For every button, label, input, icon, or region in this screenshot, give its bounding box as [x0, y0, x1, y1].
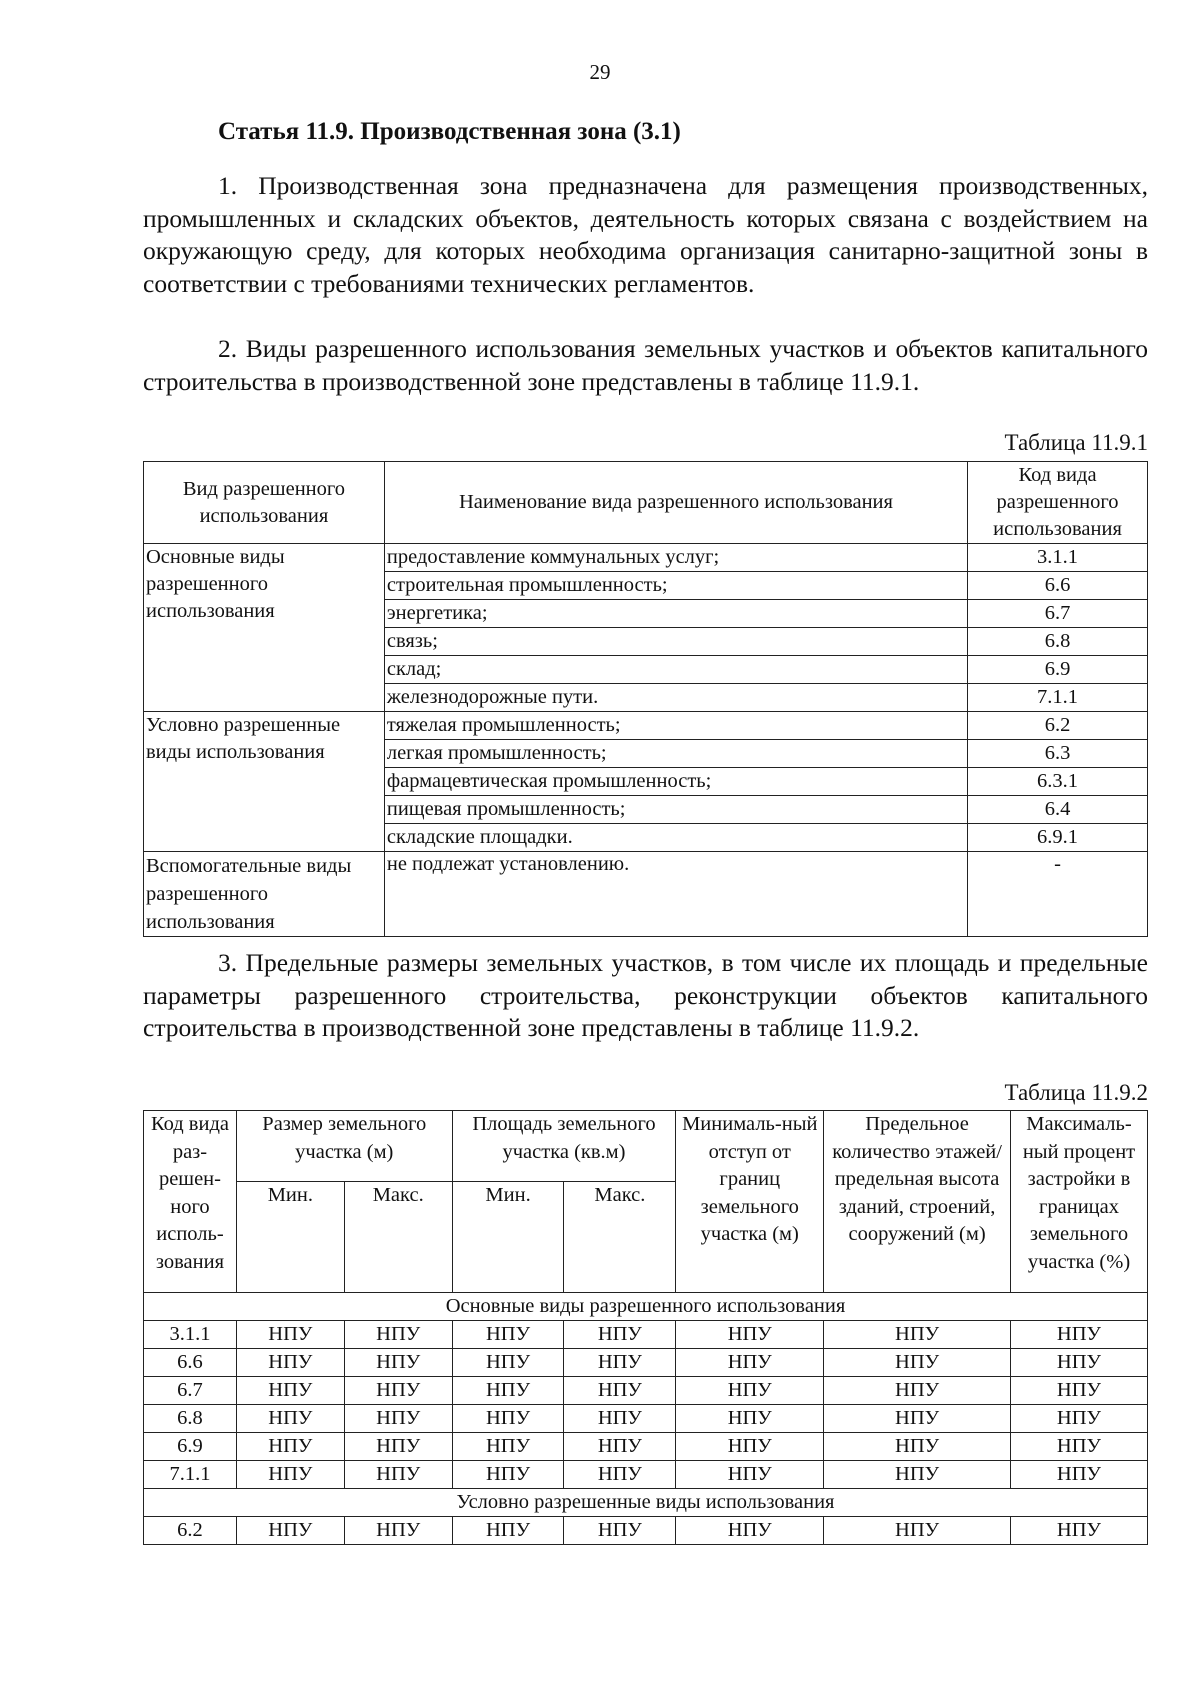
use-type-code: 6.6 — [968, 572, 1148, 600]
size-min-cell: НПУ — [236, 1349, 344, 1377]
area-max-cell: НПУ — [564, 1433, 676, 1461]
use-type-code: 6.2 — [968, 712, 1148, 740]
table2-header-area-max: Макс. — [564, 1182, 676, 1293]
table2-header-area-min: Мин. — [452, 1182, 564, 1293]
percent-cell: НПУ — [1010, 1461, 1147, 1489]
percent-cell: НПУ — [1010, 1405, 1147, 1433]
row-code: 6.8 — [144, 1405, 237, 1433]
area-max-cell: НПУ — [564, 1349, 676, 1377]
use-type-name: железнодорожные пути. — [384, 684, 967, 712]
floors-cell: НПУ — [824, 1349, 1011, 1377]
table-row — [144, 1349, 1148, 1377]
row-code: 3.1.1 — [144, 1321, 237, 1349]
area-min-cell: НПУ — [452, 1377, 564, 1405]
table-row — [144, 1517, 1148, 1545]
table-row — [144, 1321, 1148, 1349]
row-code: 7.1.1 — [144, 1461, 237, 1489]
table2-section-title: Основные виды разрешенного использования — [144, 1293, 1148, 1321]
size-max-cell: НПУ — [344, 1349, 452, 1377]
table2-section-row — [144, 1293, 1148, 1321]
table1-group-label: Основные виды разрешенного использования — [144, 544, 385, 712]
size-max-cell: НПУ — [344, 1517, 452, 1545]
size-max-cell: НПУ — [344, 1377, 452, 1405]
area-min-cell: НПУ — [452, 1405, 564, 1433]
use-type-name: пищевая промышленность; — [384, 796, 967, 824]
land-plot-parameters-table — [143, 1110, 1148, 1545]
size-min-cell: НПУ — [236, 1517, 344, 1545]
article-heading: Статья 11.9. Производственная зона (3.1) — [218, 118, 681, 145]
paragraph-1: 1. Производственная зона предназначена для размещения производственных, промышленных и складских объектов, деятельность которых связана с воздействием на окружающую среду, для которых необходима организация санитарно-защитной зоны в соответствии с требованиями технических регламентов. — [143, 171, 1148, 298]
use-type-code: 6.9 — [968, 656, 1148, 684]
size-max-cell: НПУ — [344, 1405, 452, 1433]
paragraph-2: 2. Виды разрешенного использования земельных участков и объектов капитального строительства в производственной зоне представлены в таблице 11.9.1. — [143, 334, 1148, 396]
table1-group-label: Вспомогательные виды разрешенного использования — [144, 852, 385, 937]
use-type-code: 6.7 — [968, 600, 1148, 628]
table2-section-title: Условно разрешенные виды использования — [144, 1489, 1148, 1517]
row-code: 6.2 — [144, 1517, 237, 1545]
table2-caption: Таблица 11.9.2 — [1004, 1080, 1148, 1105]
table1-header-row — [144, 462, 1148, 544]
row-code: 6.6 — [144, 1349, 237, 1377]
use-type-name: склад; — [384, 656, 967, 684]
use-type-code: 6.3 — [968, 740, 1148, 768]
paragraph-3: 3. Предельные размеры земельных участков, в том числе их площадь и предельные параметры разрешенного строительства, реконструкции объектов капитального строительства в производственной зоне представлены в таблице 11.9.2. — [143, 948, 1148, 1042]
table2-header-code: Код вида раз-решен-ного исполь-зования — [144, 1111, 237, 1293]
area-max-cell: НПУ — [564, 1517, 676, 1545]
row-code: 6.9 — [144, 1433, 237, 1461]
percent-cell: НПУ — [1010, 1377, 1147, 1405]
table-row — [144, 1433, 1148, 1461]
table1-header-kind: Вид разрешенного использования — [144, 462, 385, 544]
use-type-name: тяжелая промышленность; — [384, 712, 967, 740]
area-max-cell: НПУ — [564, 1377, 676, 1405]
percent-cell: НПУ — [1010, 1517, 1147, 1545]
table2-header-setback: Минималь-ный отступ от границ земельного участка (м) — [676, 1111, 824, 1293]
size-min-cell: НПУ — [236, 1377, 344, 1405]
use-type-code: 7.1.1 — [968, 684, 1148, 712]
size-min-cell: НПУ — [236, 1433, 344, 1461]
area-min-cell: НПУ — [452, 1349, 564, 1377]
size-max-cell: НПУ — [344, 1433, 452, 1461]
use-type-name: складские площадки. — [384, 824, 967, 852]
setback-cell: НПУ — [676, 1321, 824, 1349]
table2-header-area: Площадь земельного участка (кв.м) — [452, 1111, 676, 1182]
area-min-cell: НПУ — [452, 1461, 564, 1489]
row-code: 6.7 — [144, 1377, 237, 1405]
table2-header-size: Размер земельного участка (м) — [236, 1111, 452, 1182]
table2-section-row — [144, 1489, 1148, 1517]
floors-cell: НПУ — [824, 1517, 1011, 1545]
size-min-cell: НПУ — [236, 1321, 344, 1349]
size-min-cell: НПУ — [236, 1461, 344, 1489]
area-min-cell: НПУ — [452, 1321, 564, 1349]
floors-cell: НПУ — [824, 1377, 1011, 1405]
table-row — [144, 852, 1148, 937]
area-max-cell: НПУ — [564, 1461, 676, 1489]
table2-header-size-min: Мин. — [236, 1182, 344, 1293]
use-type-code: 6.4 — [968, 796, 1148, 824]
use-type-name: связь; — [384, 628, 967, 656]
table-row — [144, 544, 1148, 572]
setback-cell: НПУ — [676, 1405, 824, 1433]
floors-cell: НПУ — [824, 1461, 1011, 1489]
table-row — [144, 1405, 1148, 1433]
use-type-name: энергетика; — [384, 600, 967, 628]
table-row — [144, 712, 1148, 740]
table1-group-label: Условно разрешенные виды использования — [144, 712, 385, 852]
use-type-code: 3.1.1 — [968, 544, 1148, 572]
area-max-cell: НПУ — [564, 1321, 676, 1349]
table2-header-floors: Предельное количество этажей/ предельная высота зданий, строений, сооружений (м) — [824, 1111, 1011, 1293]
percent-cell: НПУ — [1010, 1321, 1147, 1349]
table-row — [144, 1377, 1148, 1405]
table-row — [144, 1461, 1148, 1489]
size-max-cell: НПУ — [344, 1321, 452, 1349]
percent-cell: НПУ — [1010, 1433, 1147, 1461]
use-type-code: 6.9.1 — [968, 824, 1148, 852]
area-min-cell: НПУ — [452, 1517, 564, 1545]
use-type-name: строительная промышленность; — [384, 572, 967, 600]
size-min-cell: НПУ — [236, 1405, 344, 1433]
floors-cell: НПУ — [824, 1433, 1011, 1461]
use-type-name: предоставление коммунальных услуг; — [384, 544, 967, 572]
table1-header-code: Код вида разрешенного использования — [968, 462, 1148, 544]
table2-header-percent: Максималь-ный процент застройки в границах земельного участка (%) — [1010, 1111, 1147, 1293]
use-type-name: фармацевтическая промышленность; — [384, 768, 967, 796]
size-max-cell: НПУ — [344, 1461, 452, 1489]
floors-cell: НПУ — [824, 1405, 1011, 1433]
area-min-cell: НПУ — [452, 1433, 564, 1461]
page-number: 29 — [589, 60, 611, 84]
setback-cell: НПУ — [676, 1433, 824, 1461]
setback-cell: НПУ — [676, 1377, 824, 1405]
floors-cell: НПУ — [824, 1321, 1011, 1349]
table2-header-size-max: Макс. — [344, 1182, 452, 1293]
setback-cell: НПУ — [676, 1461, 824, 1489]
setback-cell: НПУ — [676, 1349, 824, 1377]
table2-header-row — [144, 1111, 1148, 1182]
setback-cell: НПУ — [676, 1517, 824, 1545]
use-type-name: не подлежат установлению. — [384, 852, 967, 937]
table1-header-name: Наименование вида разрешенного использования — [384, 462, 967, 544]
land-use-types-table — [143, 461, 1148, 937]
use-type-name: легкая промышленность; — [384, 740, 967, 768]
table1-caption: Таблица 11.9.1 — [1004, 430, 1148, 455]
use-type-code: 6.8 — [968, 628, 1148, 656]
area-max-cell: НПУ — [564, 1405, 676, 1433]
use-type-code: 6.3.1 — [968, 768, 1148, 796]
percent-cell: НПУ — [1010, 1349, 1147, 1377]
use-type-code: - — [968, 852, 1148, 937]
